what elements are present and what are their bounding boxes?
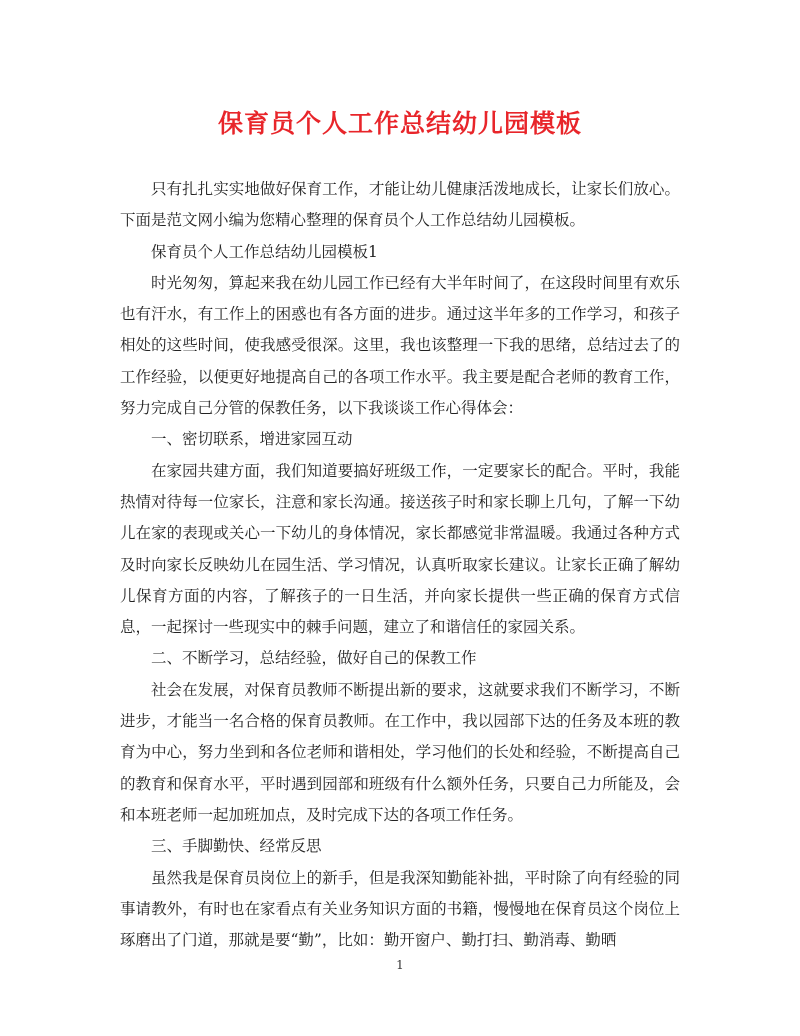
page-number: 1 [396,958,404,972]
body-paragraph: 在家园共建方面，我们知道要搞好班级工作，一定要家长的配合。平时，我能热情对待每一位家长，注意和家长沟通。接送孩子时和家长聊上几句，了解一下幼儿在家的表现或关心一下幼儿的身体情况，家长都感觉非常温暖。我通过各种方式及时向家长反映幼儿在园生活、学习情况，认真听取家长建议。让家长正确了解幼儿保育方面的内容，了解孩子的一日生活，并向家长提供一些正确的保育方式信息，一起探讨一些现实中的棘手问题，建立了和谐信任的家园关系。 [120,461,680,637]
section-heading-template-1: 保育员个人工作总结幼儿园模板1 [151,242,378,261]
section-heading-2: 二、不断学习，总结经验，做好自己的保教工作 [151,649,477,668]
body-paragraph: 时光匆匆，算起来我在幼儿园工作已经有大半年时间了，在这段时间里有欢乐也有汗水，有工作上的困惑也有各方面的进步。通过这半年多的工作学习，和孩子相处的这些时间，使我感受很深。这里，我也该整理一下我的思绪，总结过去了的工作经验，以便更好地提高自己的各项工作水平。我主要是配合老师的教育工作，努力完成自己分管的保教任务，以下我谈谈工作心得体会： [120,273,680,418]
section-heading-3: 三、手脚勤快、经常反思 [151,837,322,856]
section-heading-1: 一、密切联系，增进家园互动 [151,430,353,449]
body-paragraph: 虽然我是保育员岗位上的新手，但是我深知勤能补拙，平时除了向有经验的同事请教外，有时也在家看点有关业务知识方面的书籍，慢慢地在保育员这个岗位上琢磨出了门道，那就是要“勤”，比如：勤开窗户、勤打扫、勤消毒、勤晒 [120,868,680,950]
document-title: 保育员个人工作总结幼儿园模板 [217,109,582,138]
body-paragraph: 社会在发展，对保育员教师不断提出新的要求，这就要求我们不断学习，不断进步，才能当一名合格的保育员教师。在工作中，我以园部下达的任务及本班的教育为中心，努力坐到和各位老师和谐相处，学习他们的长处和经验，不断提高自己的教育和保育水平，平时遇到园部和班级有什么额外任务，只要自己力所能及，会和本班老师一起加班加点，及时完成下达的各项工作任务。 [120,680,680,824]
intro-paragraph: 只有扎扎实实地做好保育工作，才能让幼儿健康活泼地成长，让家长们放心。下面是范文网小编为您精心整理的保育员个人工作总结幼儿园模板。 [120,180,680,230]
document-body [120,174,680,956]
